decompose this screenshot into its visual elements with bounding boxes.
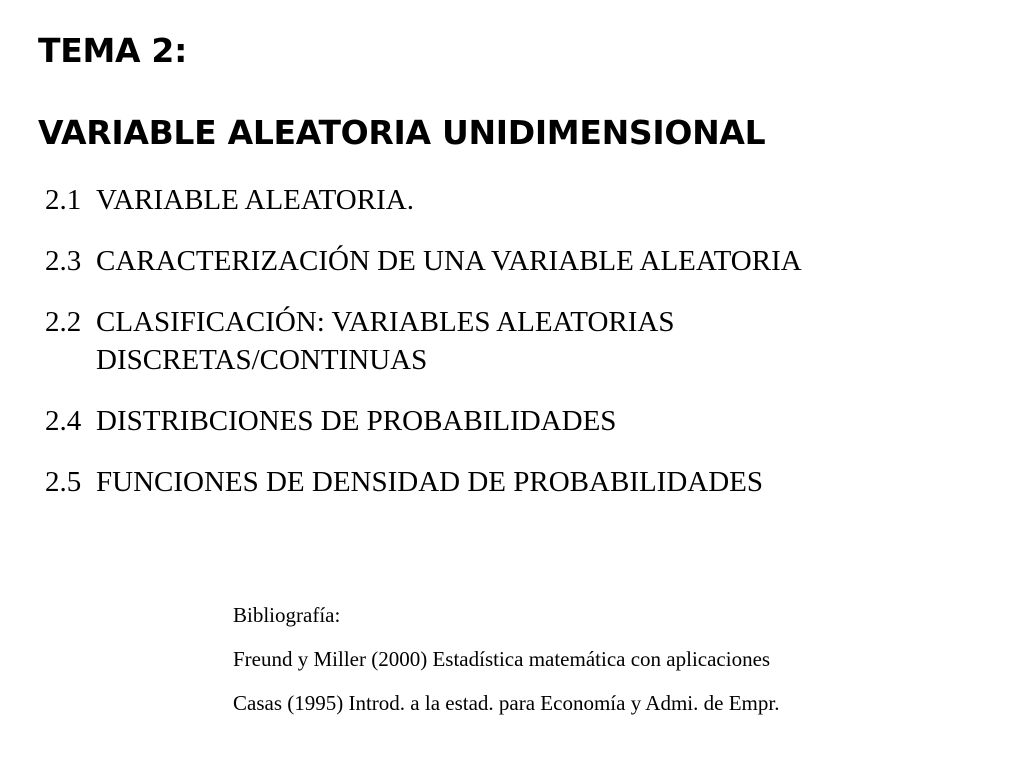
bibliography-heading: Bibliografía: [233,603,341,627]
topic-text: CLASIFICACIÓN: VARIABLES ALEATORIAS DISCRETAS/CONTINUAS [96,306,675,376]
topic-item [45,463,995,501]
topic-text: FUNCIONES DE DENSIDAD DE PROBABILIDADES [96,466,764,498]
topic-number: 2.2 [45,306,82,338]
topic-text: CARACTERIZACIÓN DE UNA VARIABLE ALEATORIA [96,245,802,277]
bibliography [233,603,779,735]
slide-title-topic-number: TEMA 2: [38,31,187,70]
topic-number: 2.5 [45,466,82,498]
topic-item [45,303,995,379]
topic-text: VARIABLE ALEATORIA. [96,184,414,216]
topic-text: DISTRIBCIONES DE PROBABILIDADES [96,405,617,437]
topic-item [45,181,995,219]
topic-item [45,242,995,280]
topic-item [45,402,995,440]
bibliography-entry: Freund y Miller (2000) Estadística matemática con aplicaciones [233,647,771,671]
topic-number: 2.3 [45,245,82,277]
topic-number: 2.4 [45,405,82,437]
topic-number: 2.1 [45,184,82,216]
slide-title: VARIABLE ALEATORIA UNIDIMENSIONAL [38,113,766,152]
bibliography-entry: Casas (1995) Introd. a la estad. para Economía y Admi. de Empr. [233,691,780,715]
topic-list [45,181,995,524]
